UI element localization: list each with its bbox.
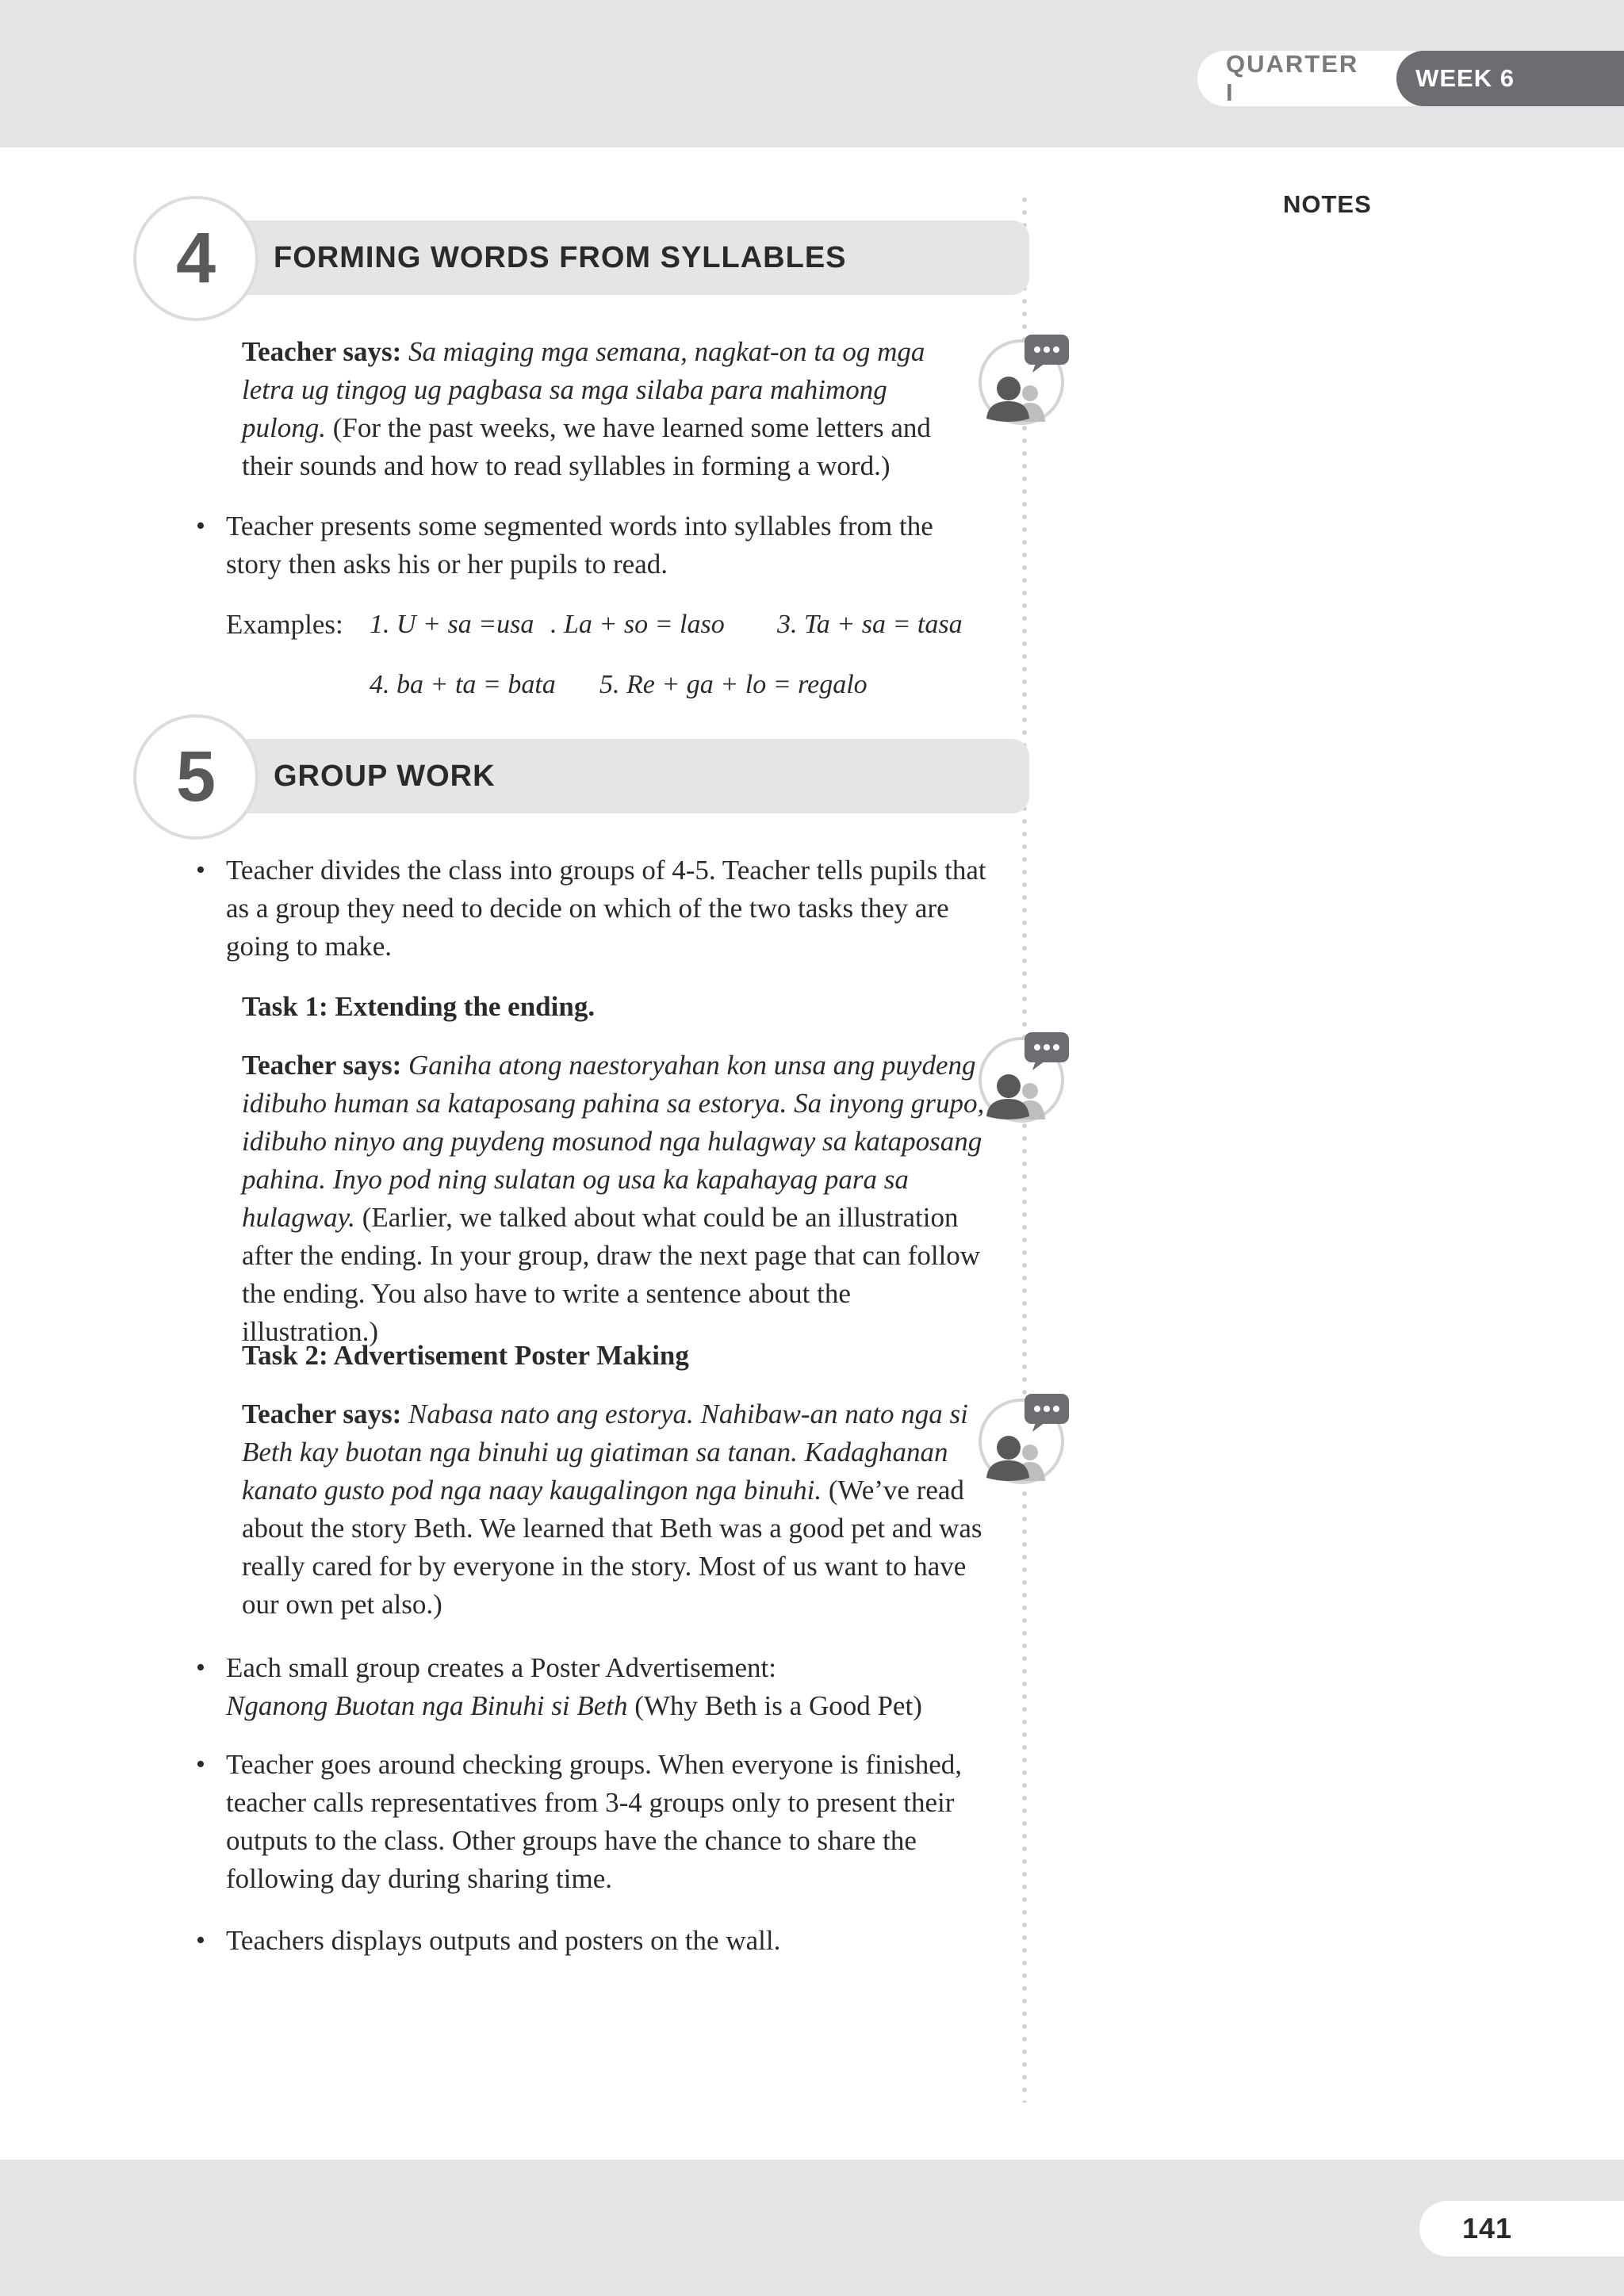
example-3: 3. Ta + sa = tasa (777, 610, 963, 639)
section-5-bullet-checking: • Teacher goes around checking groups. When everyone is finished, teacher calls representatives from 3-4 groups only to present their outputs to the class. Other groups have the chance to share the following day during sharing time. (226, 1746, 1011, 1898)
example-1: 1. U + sa =usa (370, 610, 534, 639)
example-5: 5. Re + ga + lo = regalo (599, 670, 868, 699)
section-5-bullet-display: • Teachers displays outputs and posters on the wall. (226, 1922, 1011, 1960)
example-2: . La + so = laso (550, 610, 725, 639)
teacher-says-cebuano: Nabasa nato ang estorya. Nahibaw-an nato nga si Beth kay buotan nga binuhi ug giatiman sa tanan. Kadaghanan kanato gusto pod nga naay kaugalingon nga binuhi. (242, 1399, 968, 1506)
task-2-teacher-says (242, 1395, 987, 1624)
task-2-title: Task 2: Advertisement Poster Making (242, 1340, 689, 1371)
teacher-says-english: (For the past weeks, we have learned some letters and their sounds and how to read syllables in forming a word.) (242, 412, 931, 481)
poster-title-english: (Why Beth is a Good Pet) (634, 1690, 922, 1721)
examples-label: Examples: (226, 609, 343, 640)
teacher-says-label: Teacher says: (242, 336, 402, 367)
teacher-says-english: (Earlier, we talked about what could be an illustration after the ending. In your group, draw the next page that can follow the ending. You also have to write a sentence about the illustration.) (242, 1202, 981, 1347)
section-4-title: FORMING WORDS FROM SYLLABLES (274, 241, 847, 274)
section-5-title: GROUP WORK (274, 760, 496, 793)
poster-title-cebuano: Nganong Buotan nga Binuhi si Beth (226, 1690, 628, 1721)
teacher-talk-icon (977, 1392, 1071, 1486)
week-label: WEEK 6 (1396, 51, 1624, 106)
teacher-says-cebuano: Sa miaging mga semana, nagkat-on ta og mga letra ug tingog ug pagbasa sa mga silaba para mahimong pulong. (242, 336, 925, 443)
section-4-teacher-says (242, 333, 971, 485)
quarter-label: QUARTER I (1197, 51, 1415, 106)
task-1-title: Task 1: Extending the ending. (242, 991, 596, 1022)
notes-divider (1022, 193, 1027, 2103)
section-5-bullet-groups: • Teacher divides the class into groups of 4-5. Teacher tells pupils that as a group they need to decide on which of the two tasks they are going to make. (226, 851, 1011, 966)
footer-band (0, 2160, 1624, 2296)
teacher-says-cebuano: Ganiha atong naestoryahan kon unsa ang puydeng idibuho human sa kataposang pahina sa estorya. Sa inyong grupo, idibuho ninyo ang puydeng mosunod nga hulagway sa kataposang pahina. Inyo pod ning sulatan og usa ka kapahayag para sa hulagway. (242, 1050, 985, 1233)
teacher-talk-icon (977, 333, 1071, 427)
example-4: 4. ba + ta = bata (370, 670, 556, 699)
poster-instruction: Each small group creates a Poster Advertisement: (226, 1652, 776, 1683)
teacher-says-english: (We’ve read about the story Beth. We learned that Beth was a good pet and was really cared for by everyone in the story. Most of us want to have our own pet also.) (242, 1475, 982, 1620)
section-5-bullet-poster (226, 1649, 1011, 1725)
teacher-says-label: Teacher says: (242, 1399, 402, 1429)
teacher-talk-icon (977, 1031, 1071, 1124)
notes-heading: NOTES (1283, 190, 1372, 218)
task-1-teacher-says (242, 1047, 987, 1351)
teacher-says-label: Teacher says: (242, 1050, 402, 1081)
section-5-number: 5 (133, 714, 259, 840)
section-4-number: 4 (133, 196, 259, 321)
section-4-bullet: • Teacher presents some segmented words into syllables from the story then asks his or her pupils to read. (226, 507, 987, 584)
page-number: 141 (1419, 2201, 1624, 2256)
quarter-week-badge (1197, 51, 1624, 106)
